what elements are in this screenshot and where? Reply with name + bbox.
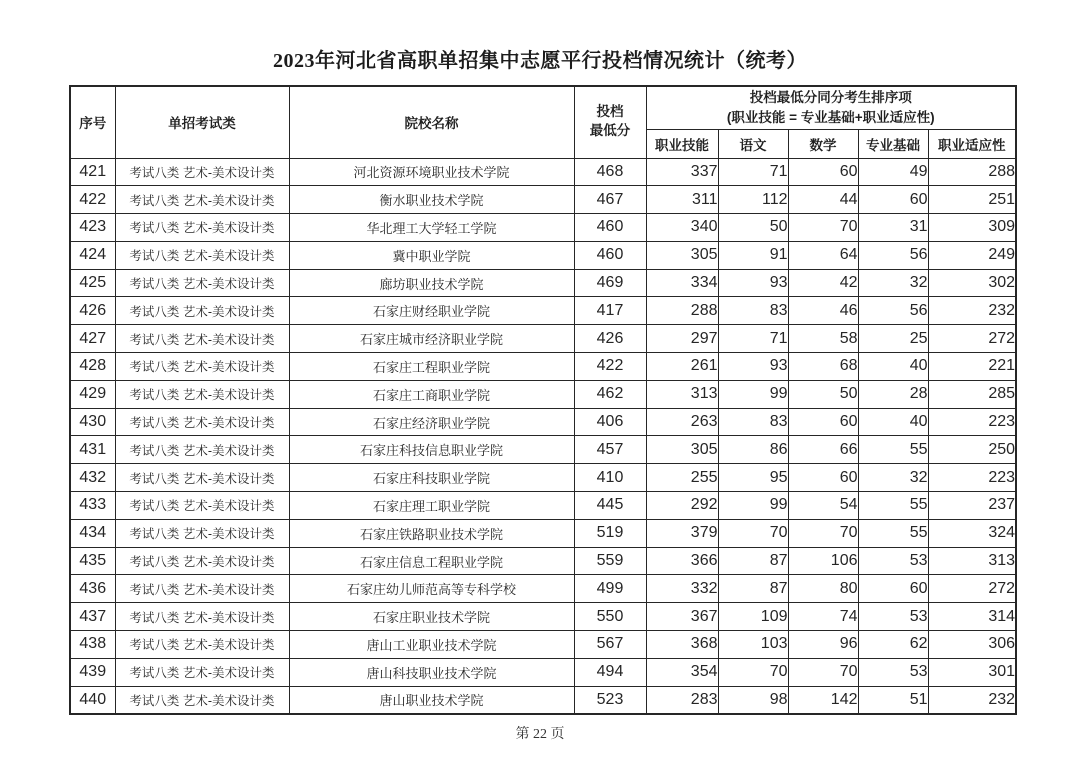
cell-serial: 430 (70, 408, 115, 436)
table-row (70, 464, 1016, 492)
cell-math-score: 58 (788, 325, 858, 353)
cell-serial: 434 (70, 519, 115, 547)
cell-serial: 427 (70, 325, 115, 353)
cell-skill-score: 332 (646, 575, 718, 603)
cell-basis-score: 56 (858, 297, 928, 325)
cell-adapt-score: 324 (928, 519, 1016, 547)
cell-math-score: 68 (788, 353, 858, 381)
cell-serial: 440 (70, 686, 115, 714)
cell-college-name: 石家庄信息工程职业学院 (289, 547, 574, 575)
cell-college-name: 廊坊职业技术学院 (289, 269, 574, 297)
cell-exam-category: 考试八类 艺术-美术设计类 (115, 380, 289, 408)
cell-adapt-score: 314 (928, 603, 1016, 631)
cell-adapt-score: 251 (928, 186, 1016, 214)
cell-math-score: 46 (788, 297, 858, 325)
cell-skill-score: 313 (646, 380, 718, 408)
cell-min-score: 469 (574, 269, 646, 297)
cell-min-score: 417 (574, 297, 646, 325)
cell-serial: 435 (70, 547, 115, 575)
cell-basis-score: 55 (858, 519, 928, 547)
col-header-serial: 序号 (70, 86, 115, 158)
cell-min-score: 499 (574, 575, 646, 603)
cell-college-name: 石家庄理工职业学院 (289, 492, 574, 520)
cell-skill-score: 283 (646, 686, 718, 714)
cell-min-score: 494 (574, 658, 646, 686)
cell-adapt-score: 309 (928, 214, 1016, 242)
cell-math-score: 96 (788, 631, 858, 659)
cell-exam-category: 考试八类 艺术-美术设计类 (115, 603, 289, 631)
cell-min-score: 523 (574, 686, 646, 714)
table-row (70, 158, 1016, 186)
table-row (70, 575, 1016, 603)
cell-skill-score: 379 (646, 519, 718, 547)
cell-chinese-score: 103 (718, 631, 788, 659)
cell-chinese-score: 86 (718, 436, 788, 464)
cell-exam-category: 考试八类 艺术-美术设计类 (115, 575, 289, 603)
cell-skill-score: 263 (646, 408, 718, 436)
cell-chinese-score: 87 (718, 575, 788, 603)
table-row (70, 408, 1016, 436)
tiebreak-group-title-line1: 投档最低分同分考生排序项 (749, 89, 912, 105)
cell-college-name: 石家庄城市经济职业学院 (289, 325, 574, 353)
table-body (70, 158, 1016, 714)
cell-college-name: 石家庄幼儿师范高等专科学校 (289, 575, 574, 603)
cell-serial: 424 (70, 241, 115, 269)
cell-basis-score: 53 (858, 658, 928, 686)
cell-basis-score: 51 (858, 686, 928, 714)
cell-adapt-score: 301 (928, 658, 1016, 686)
cell-basis-score: 56 (858, 241, 928, 269)
table-row (70, 241, 1016, 269)
cell-basis-score: 25 (858, 325, 928, 353)
col-header-college: 院校名称 (289, 86, 574, 158)
cell-serial: 438 (70, 631, 115, 659)
cell-exam-category: 考试八类 艺术-美术设计类 (115, 658, 289, 686)
col-header-min-score-line1: 投档 (596, 104, 624, 120)
cell-exam-category: 考试八类 艺术-美术设计类 (115, 214, 289, 242)
cell-skill-score: 297 (646, 325, 718, 353)
cell-college-name: 石家庄职业技术学院 (289, 603, 574, 631)
cell-adapt-score: 313 (928, 547, 1016, 575)
cell-exam-category: 考试八类 艺术-美术设计类 (115, 325, 289, 353)
table-row (70, 436, 1016, 464)
cell-basis-score: 32 (858, 269, 928, 297)
cell-skill-score: 368 (646, 631, 718, 659)
cell-chinese-score: 91 (718, 241, 788, 269)
cell-math-score: 74 (788, 603, 858, 631)
cell-exam-category: 考试八类 艺术-美术设计类 (115, 353, 289, 381)
cell-basis-score: 62 (858, 631, 928, 659)
table-row (70, 380, 1016, 408)
cell-chinese-score: 50 (718, 214, 788, 242)
cell-min-score: 457 (574, 436, 646, 464)
cell-adapt-score: 221 (928, 353, 1016, 381)
cell-adapt-score: 250 (928, 436, 1016, 464)
cell-skill-score: 292 (646, 492, 718, 520)
cell-chinese-score: 99 (718, 492, 788, 520)
cell-college-name: 唐山职业技术学院 (289, 686, 574, 714)
cell-min-score: 567 (574, 631, 646, 659)
cell-exam-category: 考试八类 艺术-美术设计类 (115, 436, 289, 464)
col-header-math-score: 数学 (788, 129, 858, 158)
cell-chinese-score: 98 (718, 686, 788, 714)
cell-math-score: 70 (788, 519, 858, 547)
cell-adapt-score: 306 (928, 631, 1016, 659)
table-row (70, 658, 1016, 686)
cell-basis-score: 53 (858, 547, 928, 575)
cell-min-score: 410 (574, 464, 646, 492)
cell-math-score: 106 (788, 547, 858, 575)
col-header-basis-score: 专业基础 (858, 129, 928, 158)
tiebreak-group-title-line2: (职业技能 = 专业基础+职业适应性) (726, 109, 935, 125)
cell-math-score: 70 (788, 214, 858, 242)
col-header-min-score (574, 86, 646, 158)
table-header (70, 86, 1016, 158)
cell-exam-category: 考试八类 艺术-美术设计类 (115, 547, 289, 575)
cell-min-score: 426 (574, 325, 646, 353)
cell-serial: 421 (70, 158, 115, 186)
cell-chinese-score: 71 (718, 325, 788, 353)
cell-exam-category: 考试八类 艺术-美术设计类 (115, 686, 289, 714)
table-row (70, 214, 1016, 242)
cell-math-score: 142 (788, 686, 858, 714)
cell-chinese-score: 93 (718, 353, 788, 381)
cell-college-name: 石家庄科技职业学院 (289, 464, 574, 492)
cell-adapt-score: 302 (928, 269, 1016, 297)
cell-math-score: 54 (788, 492, 858, 520)
cell-serial: 423 (70, 214, 115, 242)
table-row (70, 603, 1016, 631)
cell-adapt-score: 232 (928, 686, 1016, 714)
table-row (70, 353, 1016, 381)
cell-adapt-score: 237 (928, 492, 1016, 520)
cell-min-score: 406 (574, 408, 646, 436)
cell-exam-category: 考试八类 艺术-美术设计类 (115, 464, 289, 492)
cell-college-name: 冀中职业学院 (289, 241, 574, 269)
cell-skill-score: 288 (646, 297, 718, 325)
cell-skill-score: 354 (646, 658, 718, 686)
table-row (70, 297, 1016, 325)
cell-skill-score: 255 (646, 464, 718, 492)
cell-basis-score: 60 (858, 186, 928, 214)
cell-min-score: 519 (574, 519, 646, 547)
cell-chinese-score: 87 (718, 547, 788, 575)
cell-exam-category: 考试八类 艺术-美术设计类 (115, 631, 289, 659)
cell-skill-score: 367 (646, 603, 718, 631)
cell-math-score: 80 (788, 575, 858, 603)
cell-chinese-score: 70 (718, 658, 788, 686)
cell-exam-category: 考试八类 艺术-美术设计类 (115, 519, 289, 547)
cell-serial: 422 (70, 186, 115, 214)
cell-college-name: 唐山科技职业技术学院 (289, 658, 574, 686)
cell-math-score: 70 (788, 658, 858, 686)
cell-basis-score: 53 (858, 603, 928, 631)
cell-min-score: 460 (574, 214, 646, 242)
cell-math-score: 50 (788, 380, 858, 408)
table-row (70, 547, 1016, 575)
col-header-min-score-line2: 最低分 (589, 123, 631, 139)
cell-basis-score: 60 (858, 575, 928, 603)
cell-exam-category: 考试八类 艺术-美术设计类 (115, 186, 289, 214)
cell-chinese-score: 99 (718, 380, 788, 408)
col-header-category: 单招考试类 (115, 86, 289, 158)
cell-college-name: 石家庄经济职业学院 (289, 408, 574, 436)
cell-serial: 426 (70, 297, 115, 325)
cell-min-score: 468 (574, 158, 646, 186)
col-header-skill-score: 职业技能 (646, 129, 718, 158)
table-row (70, 186, 1016, 214)
cell-exam-category: 考试八类 艺术-美术设计类 (115, 492, 289, 520)
cell-serial: 432 (70, 464, 115, 492)
page-number: 第 22 页 (515, 727, 565, 742)
cell-math-score: 60 (788, 158, 858, 186)
cell-serial: 429 (70, 380, 115, 408)
cell-math-score: 60 (788, 464, 858, 492)
cell-math-score: 44 (788, 186, 858, 214)
cell-college-name: 衡水职业技术学院 (289, 186, 574, 214)
cell-college-name: 石家庄科技信息职业学院 (289, 436, 574, 464)
cell-college-name: 石家庄工商职业学院 (289, 380, 574, 408)
cell-chinese-score: 95 (718, 464, 788, 492)
cell-skill-score: 305 (646, 241, 718, 269)
cell-college-name: 河北资源环境职业技术学院 (289, 158, 574, 186)
cell-basis-score: 28 (858, 380, 928, 408)
cell-min-score: 559 (574, 547, 646, 575)
cell-min-score: 422 (574, 353, 646, 381)
cell-math-score: 64 (788, 241, 858, 269)
cell-adapt-score: 272 (928, 575, 1016, 603)
col-header-chinese-score: 语文 (718, 129, 788, 158)
table-row (70, 519, 1016, 547)
cell-adapt-score: 223 (928, 464, 1016, 492)
cell-skill-score: 366 (646, 547, 718, 575)
cell-exam-category: 考试八类 艺术-美术设计类 (115, 241, 289, 269)
cell-skill-score: 340 (646, 214, 718, 242)
cell-chinese-score: 83 (718, 408, 788, 436)
cell-college-name: 石家庄工程职业学院 (289, 353, 574, 381)
cell-min-score: 462 (574, 380, 646, 408)
cell-min-score: 467 (574, 186, 646, 214)
cell-math-score: 66 (788, 436, 858, 464)
cell-skill-score: 305 (646, 436, 718, 464)
cell-college-name: 石家庄铁路职业技术学院 (289, 519, 574, 547)
cell-adapt-score: 232 (928, 297, 1016, 325)
col-header-tiebreak-group (646, 86, 1016, 129)
cell-basis-score: 31 (858, 214, 928, 242)
cell-serial: 433 (70, 492, 115, 520)
cell-exam-category: 考试八类 艺术-美术设计类 (115, 297, 289, 325)
cell-college-name: 华北理工大学轻工学院 (289, 214, 574, 242)
cell-math-score: 42 (788, 269, 858, 297)
cell-college-name: 唐山工业职业技术学院 (289, 631, 574, 659)
cell-min-score: 550 (574, 603, 646, 631)
cell-adapt-score: 272 (928, 325, 1016, 353)
cell-min-score: 445 (574, 492, 646, 520)
cell-adapt-score: 249 (928, 241, 1016, 269)
cell-basis-score: 40 (858, 353, 928, 381)
cell-basis-score: 32 (858, 464, 928, 492)
cell-serial: 431 (70, 436, 115, 464)
cell-serial: 439 (70, 658, 115, 686)
cell-chinese-score: 70 (718, 519, 788, 547)
cell-chinese-score: 93 (718, 269, 788, 297)
cell-adapt-score: 223 (928, 408, 1016, 436)
cell-math-score: 60 (788, 408, 858, 436)
cell-college-name: 石家庄财经职业学院 (289, 297, 574, 325)
table-row (70, 686, 1016, 714)
cell-chinese-score: 112 (718, 186, 788, 214)
table-row (70, 325, 1016, 353)
cell-serial: 436 (70, 575, 115, 603)
cell-skill-score: 261 (646, 353, 718, 381)
page-title: 2023年河北省高职单招集中志愿平行投档情况统计（统考） (273, 50, 807, 72)
cell-adapt-score: 288 (928, 158, 1016, 186)
table-row (70, 492, 1016, 520)
cell-basis-score: 49 (858, 158, 928, 186)
cell-skill-score: 337 (646, 158, 718, 186)
cell-chinese-score: 109 (718, 603, 788, 631)
cell-chinese-score: 71 (718, 158, 788, 186)
cell-serial: 428 (70, 353, 115, 381)
cell-serial: 437 (70, 603, 115, 631)
col-header-adapt-score: 职业适应性 (928, 129, 1016, 158)
cell-basis-score: 55 (858, 436, 928, 464)
table-row (70, 631, 1016, 659)
cell-serial: 425 (70, 269, 115, 297)
cell-exam-category: 考试八类 艺术-美术设计类 (115, 408, 289, 436)
cell-adapt-score: 285 (928, 380, 1016, 408)
cell-min-score: 460 (574, 241, 646, 269)
cell-exam-category: 考试八类 艺术-美术设计类 (115, 269, 289, 297)
cell-basis-score: 55 (858, 492, 928, 520)
cell-exam-category: 考试八类 艺术-美术设计类 (115, 158, 289, 186)
cell-skill-score: 334 (646, 269, 718, 297)
cell-skill-score: 311 (646, 186, 718, 214)
cell-chinese-score: 83 (718, 297, 788, 325)
cell-basis-score: 40 (858, 408, 928, 436)
admission-stats-table (69, 85, 1017, 715)
table-row (70, 269, 1016, 297)
